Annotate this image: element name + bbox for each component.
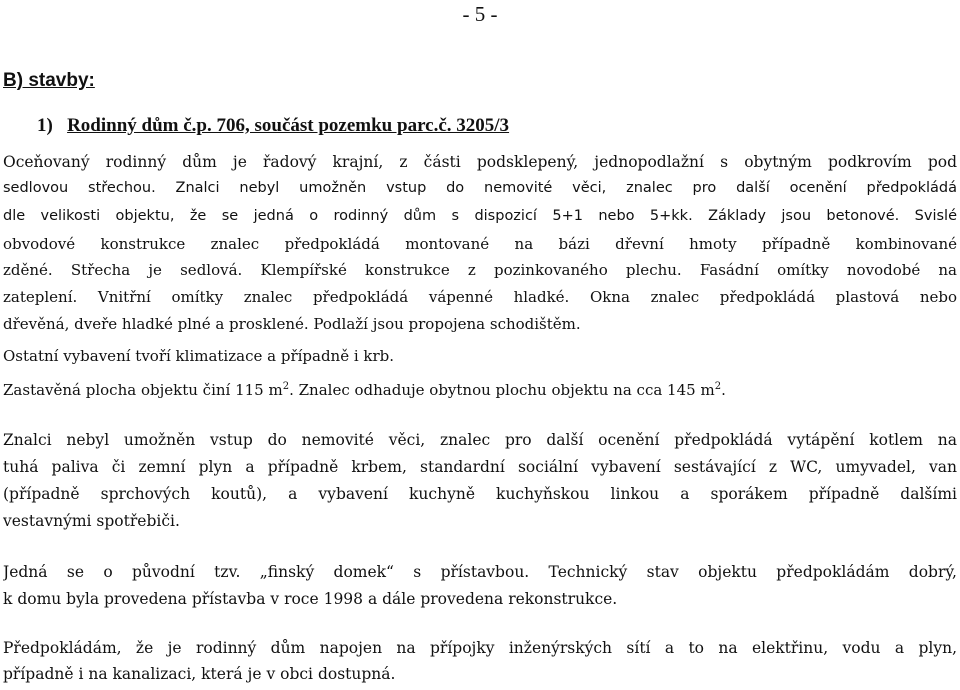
section-heading: B) stavby:	[3, 70, 95, 91]
built-area-text: Zastavěná plocha objektu činí 115 m	[3, 381, 283, 399]
item-heading	[37, 115, 509, 137]
item-number: 1)	[37, 115, 53, 136]
paragraph-3-line: Jedná se o původní tzv. „finský domek“ s přístavbou. Technický stav objektu předpokládám dobrý,	[3, 563, 957, 581]
paragraph-4-line: Předpokládám, že je rodinný dům napojen na přípojky inženýrských sítí a to na elektřinu, vodu a plyn,	[3, 639, 957, 657]
page-number: - 5 -	[462, 2, 498, 26]
item-title: Rodinný dům č.p. 706, součást pozemku parc.č. 3205/3	[67, 115, 510, 136]
paragraph-1-line: Ostatní vybavení tvoří klimatizace a případně i krb.	[3, 347, 395, 365]
paragraph-2-line: (případně sprchových koutů), a vybavení kuchyně kuchyňskou linkou a sporákem případně dalšími	[3, 485, 957, 503]
paragraph-1-line: zateplení. Vnitřní omítky znalec předpokládá vápenné hladké. Okna znalec předpokládá plastová nebo	[3, 288, 957, 306]
paragraph-2-line: Znalci nebyl umožněn vstup do nemovité věci, znalec pro další ocenění předpokládá vytápění kotlem na	[3, 431, 957, 449]
area-superscript: 2	[282, 381, 290, 392]
paragraph-1-line: dřevěná, dveře hladké plné a prosklené. Podlaží jsou propojena schodištěm.	[3, 315, 581, 333]
paragraph-2-line: vestavnými spotřebiči.	[3, 512, 180, 530]
area-line-end: .	[721, 381, 726, 399]
paragraph-1-line: zděné. Střecha je sedlová. Klempířské konstrukce z pozinkovaného plechu. Fasádní omítky novodobé na	[3, 261, 957, 279]
paragraph-1-line: obvodové konstrukce znalec předpokládá montované na bázi dřevní hmoty případně kombinované	[3, 235, 957, 253]
paragraph-1-line: dle velikosti objektu, že se jedná o rodinný dům s dispozicí 5+1 nebo 5+kk. Základy jsou betonové. Svislé	[3, 208, 957, 224]
paragraph-4-line: případně i na kanalizaci, která je v obci dostupná.	[3, 665, 396, 683]
living-area-text: . Znalec odhaduje obytnou plochu objektu na cca 145 m	[289, 381, 715, 399]
paragraph-1-line: sedlovou střechou. Znalci nebyl umožněn vstup do nemovité věci, znalec pro další ocenění předpokládá	[3, 180, 957, 196]
paragraph-2-line: tuhá paliva či zemní plyn a případně krbem, standardní sociální vybavení sestávající z WC, umyvadel, van	[3, 458, 957, 476]
paragraph-1-line: Oceňovaný rodinný dům je řadový krajní, z části podsklepený, jednopodlažní s obytným podkrovím pod	[3, 153, 957, 171]
built-area-line	[3, 378, 957, 403]
paragraph-3-line: k domu byla provedena přístavba v roce 1998 a dále provedena rekonstrukce.	[3, 590, 618, 608]
area-superscript: 2	[714, 381, 722, 392]
